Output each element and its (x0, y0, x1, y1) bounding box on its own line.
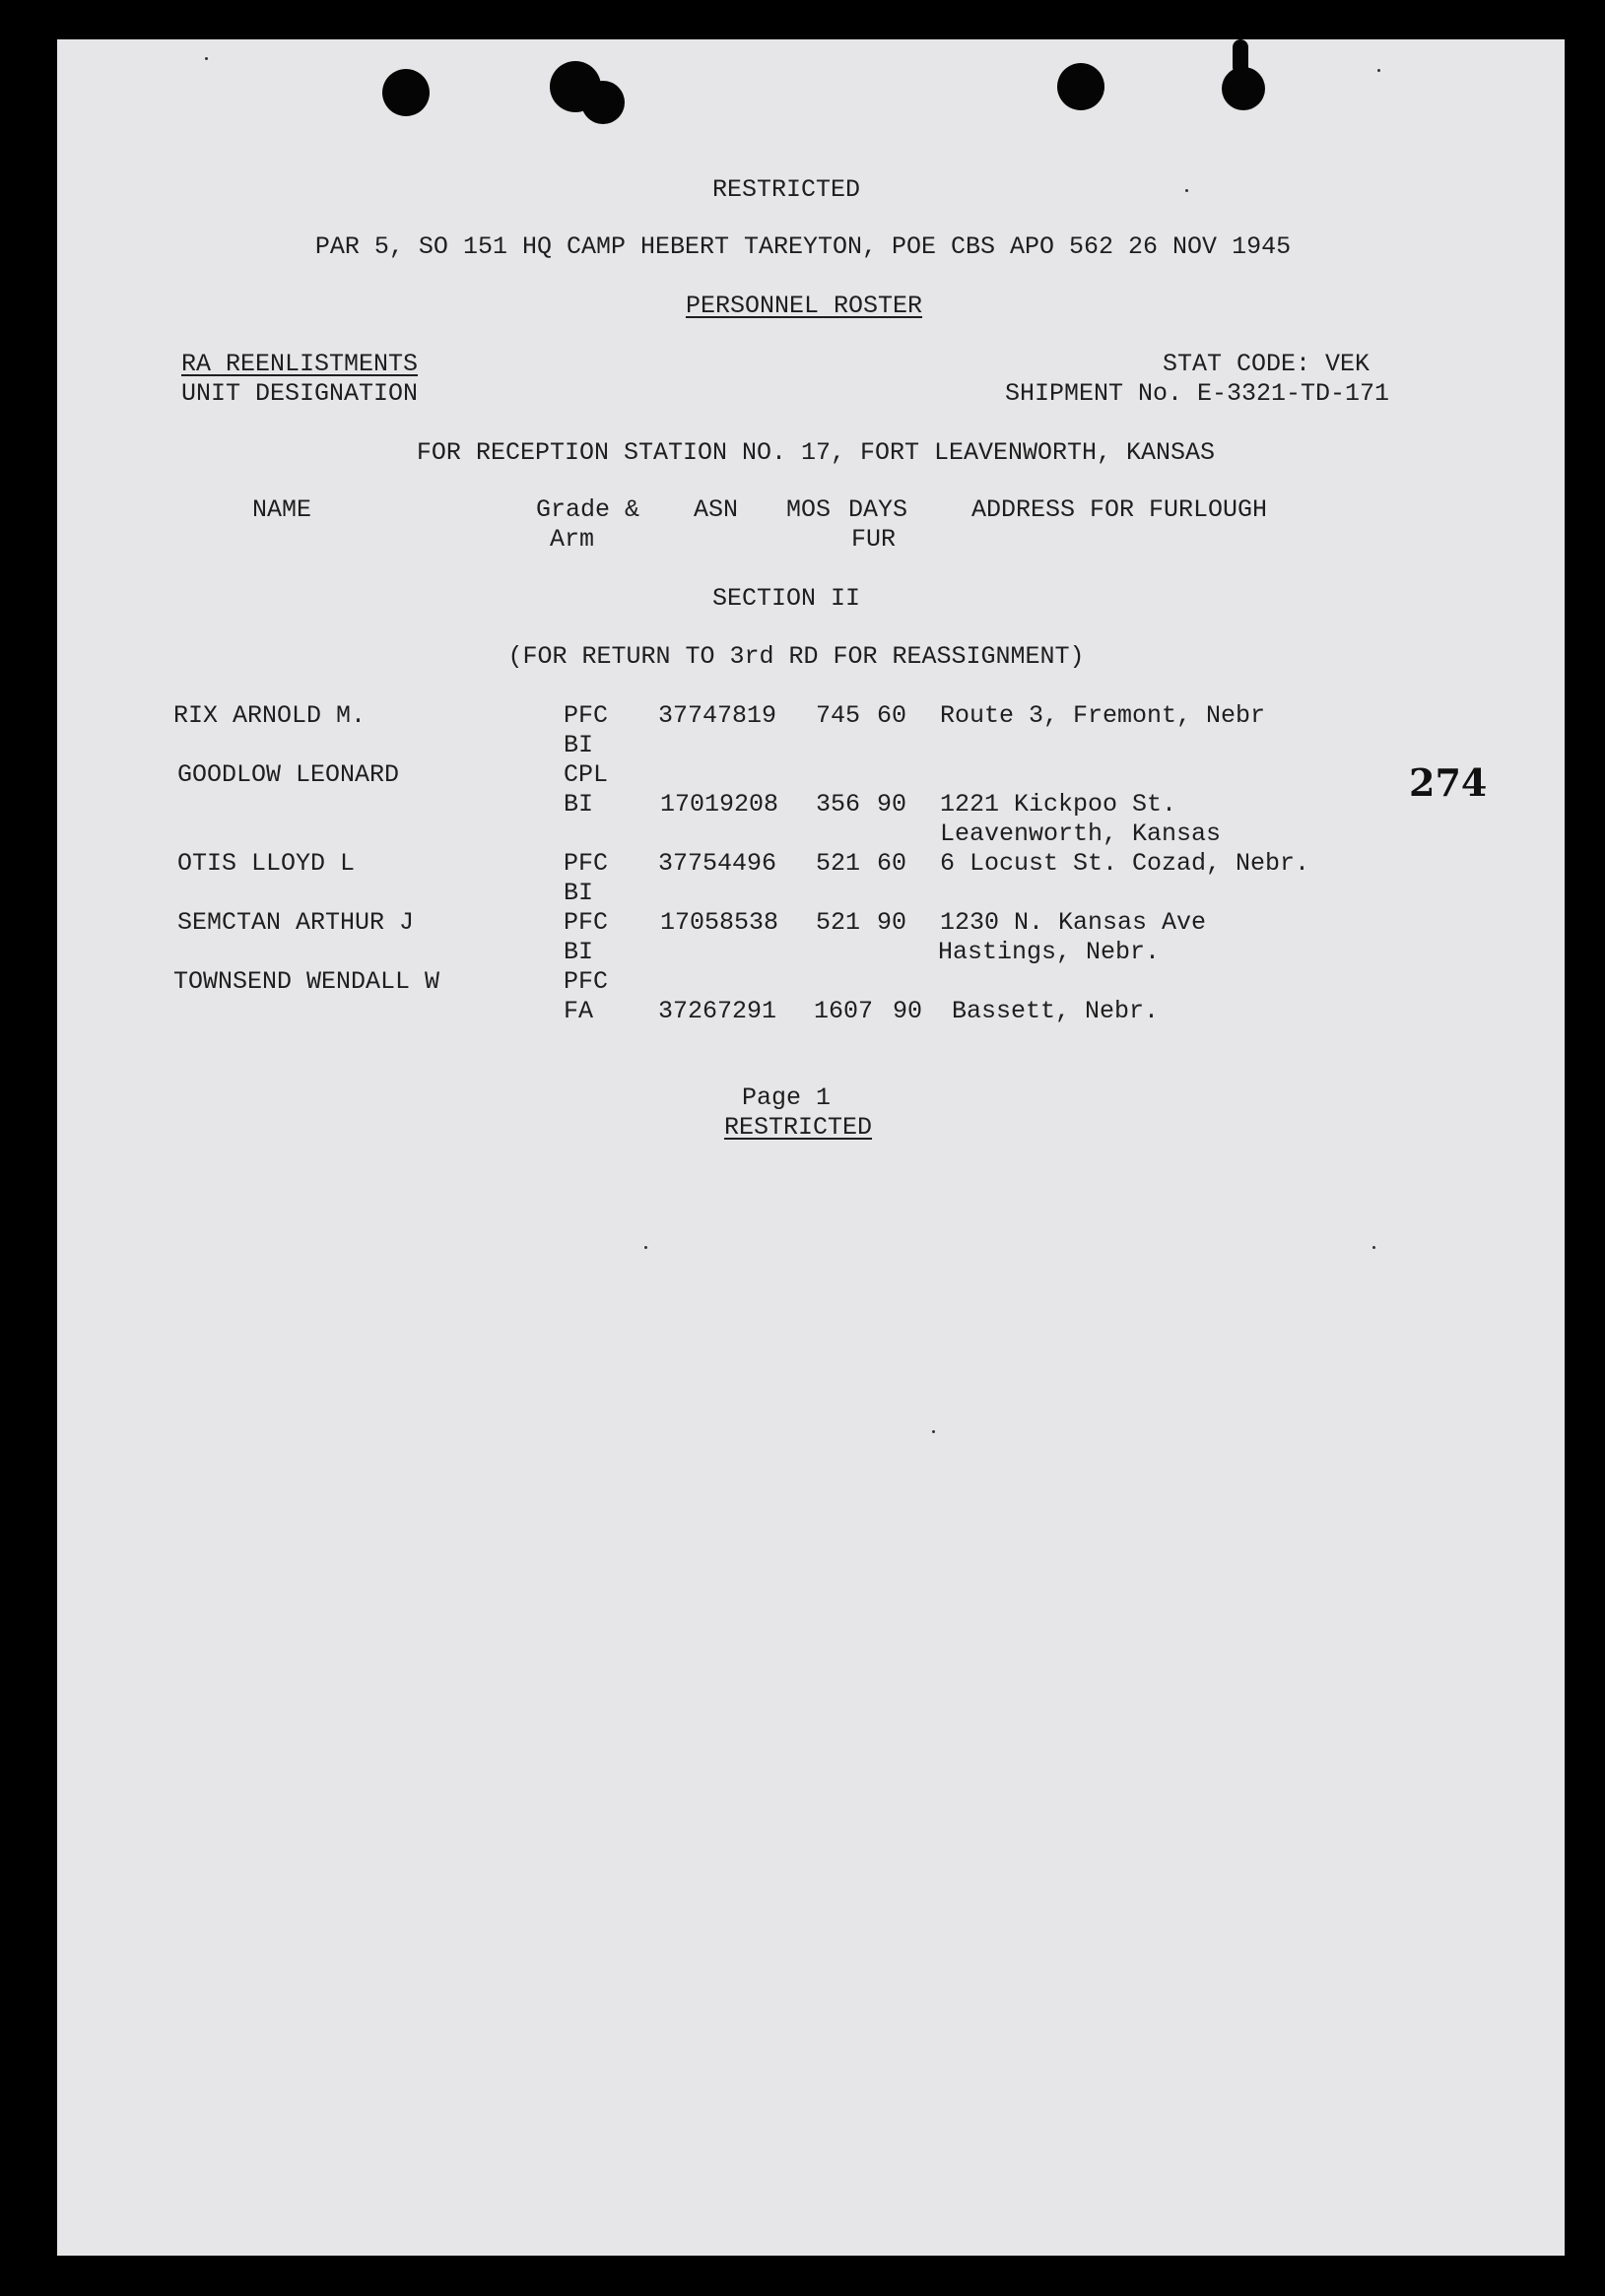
row-grade: PFC (564, 701, 609, 730)
col-asn-header: ASN (694, 495, 739, 524)
classification-bottom: RESTRICTED (723, 1113, 873, 1142)
row-arm: BI (564, 938, 594, 966)
row-grade: PFC (564, 908, 609, 937)
destination-line: FOR RECEPTION STATION NO. 17, FORT LEAVENWORTH, KANSAS (416, 438, 1216, 467)
row-asn: 17058538 (660, 908, 779, 937)
col-address-header: ADDRESS FOR FURLOUGH (971, 495, 1268, 524)
row-asn: 37754496 (658, 849, 777, 878)
col-name-header: NAME (252, 495, 312, 524)
row-arm: BI (564, 879, 594, 907)
row-name: RIX ARNOLD M. (173, 701, 367, 730)
row-days: 60 (877, 701, 907, 730)
row-asn: 37747819 (658, 701, 777, 730)
margin-number: 274 (1409, 760, 1488, 805)
punch-hole (1057, 63, 1104, 110)
row-address-line2: Leavenworth, Kansas (940, 820, 1222, 848)
row-days: 90 (877, 908, 907, 937)
row-asn: 37267291 (658, 997, 777, 1025)
row-days: 90 (893, 997, 923, 1025)
row-days: 60 (877, 849, 907, 878)
row-address-line2: Hastings, Nebr. (938, 938, 1161, 966)
row-name: TOWNSEND WENDALL W (173, 967, 440, 996)
row-mos: 745 (816, 701, 861, 730)
page-number: Page 1 (741, 1083, 832, 1112)
document-page (57, 39, 1565, 2256)
row-address: Bassett, Nebr. (952, 997, 1160, 1025)
row-mos: 521 (816, 849, 861, 878)
row-grade: CPL (564, 760, 609, 789)
row-address: 6 Locust St. Cozad, Nebr. (940, 849, 1310, 878)
col-fur-header: FUR (851, 525, 897, 554)
punch-hole (382, 69, 430, 116)
col-arm-header: Arm (550, 525, 595, 554)
row-address: 1221 Kickpoo St. (940, 790, 1177, 819)
row-mos: 356 (816, 790, 861, 819)
row-arm: BI (564, 790, 594, 819)
row-address: Route 3, Fremont, Nebr (940, 701, 1266, 730)
row-days: 90 (877, 790, 907, 819)
row-arm: FA (564, 997, 594, 1025)
category-label: RA REENLISTMENTS (181, 350, 419, 378)
punch-hole (1233, 39, 1248, 75)
punch-hole (581, 81, 625, 124)
classification-top: RESTRICTED (711, 175, 861, 204)
stat-code: STAT CODE: VEK (1163, 350, 1371, 378)
row-arm: BI (564, 731, 594, 759)
section-subtitle: (FOR RETURN TO 3rd RD FOR REASSIGNMENT) (507, 642, 1085, 671)
row-grade: PFC (564, 967, 609, 996)
row-asn: 17019208 (660, 790, 779, 819)
col-mos-header: MOS (786, 495, 832, 524)
row-name: SEMCTAN ARTHUR J (177, 908, 415, 937)
row-grade: PFC (564, 849, 609, 878)
section-title: SECTION II (711, 584, 861, 613)
row-mos: 521 (816, 908, 861, 937)
unit-designation-label: UNIT DESIGNATION (181, 379, 419, 408)
row-mos: 1607 (814, 997, 874, 1025)
row-name: GOODLOW LEONARD (177, 760, 400, 789)
shipment-number: SHIPMENT No. E-3321-TD-171 (1005, 379, 1390, 408)
row-name: OTIS LLOYD L (177, 849, 356, 878)
col-grade-header: Grade & (536, 495, 640, 524)
roster-title: PERSONNEL ROSTER (685, 292, 923, 320)
col-days-header: DAYS (848, 495, 908, 524)
order-line: PAR 5, SO 151 HQ CAMP HEBERT TAREYTON, POE CBS APO 562 26 NOV 1945 (314, 232, 1292, 261)
row-address: 1230 N. Kansas Ave (940, 908, 1207, 937)
